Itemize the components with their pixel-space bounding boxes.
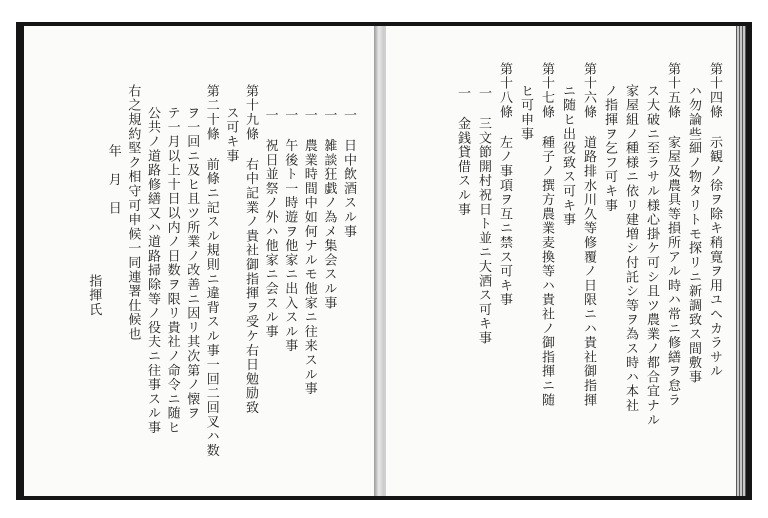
right_page-column: 一 三文節開村祝日ト並ニ大酒ス可キ事 (476, 86, 491, 346)
page-edge (736, 26, 746, 496)
left_page-column: 一 午後ト一時遊ヲ他家ニ出入スル事 (282, 108, 298, 354)
left_page-column: ヲ一回ニ及ヒ且ツ所業ノ改善ニ因リ其次第ノ懐ヲ (184, 106, 200, 421)
left_page-column: ス可キ事 (223, 106, 239, 164)
right_page-column: 第十六條 道路排水川久等修覆ノ日限ニハ貴社御指揮 (581, 62, 596, 408)
right_page-column: ス大破ニ至ラサル様心掛ケ可シ且ツ農業ノ都合宜ナル (644, 84, 659, 428)
left_page-column: 一 雑談狂戯ノ為メ集会スル事 (321, 108, 337, 311)
right-page (384, 26, 746, 496)
left_page-column: 右之規約堅ク相守可申候一同連署仕候也 (125, 84, 141, 342)
left_page-column: テ一月以上十日以内ノ日数ヲ限リ貴社ノ命令ニ随ヒ (164, 106, 180, 435)
scan-frame (16, 22, 752, 500)
left_page-column: 第十九條 右中記業ノ貴社御指揮ヲ受ケ右日勉励致 (243, 84, 258, 415)
left-page (24, 26, 378, 496)
right_page-column: ヒ可申事 (518, 84, 533, 142)
left_page-column: 公共ノ道路修繕又ハ道路掃除等ノ役夫ニ往事スル事 (145, 106, 160, 435)
left_page-column: 一 祝日並祭ノ外ハ他家ニ会スル事 (262, 108, 278, 339)
right_page-column: ハ勿論些細ノ物タリトモ探リニ新調致ス間敷事 (686, 84, 701, 385)
left_page-column: 指揮氏 (86, 274, 102, 317)
right_page-column: 第十四條 示観ノ徐ヲ除キ稍寛ヲ用ユヘカラサル (707, 62, 722, 379)
left_page-column: 一 日中飲酒スル事 (341, 108, 356, 239)
right_page-column: 第十七條 種子ノ撰方農業麦換等ハ貴社ノ御指揮ニ随 (539, 62, 554, 408)
right_page-column: 第十八條 左ノ事項ヲ互ニ禁ス可キ事 (497, 62, 512, 308)
right_page-column: ニ随ヒ出役致ス可キ事 (560, 84, 575, 227)
right_page-column: ノ指揮ヲ乞フ可キ事 (602, 84, 617, 213)
right_page-column: 第十五條 家屋及農具等損所アル時ハ常ニ修繕ヲ怠ラ (665, 62, 680, 408)
left_page-column: 年 月 日 (105, 144, 121, 216)
right_page-column: 一 金銭貸借スル事 (455, 86, 470, 217)
left_page-column: 一 農業時間中如何ナルモ他家ニ往来スル事 (301, 108, 317, 396)
right_page-column: 家屋組ノ種様ニ依リ建増シ付託シ等ヲ為ス時ハ本社 (623, 84, 638, 413)
left_page-column: 第二十條 前條ニ記スル規則ニ違背スル事一回二回叉ハ数 (203, 84, 219, 458)
